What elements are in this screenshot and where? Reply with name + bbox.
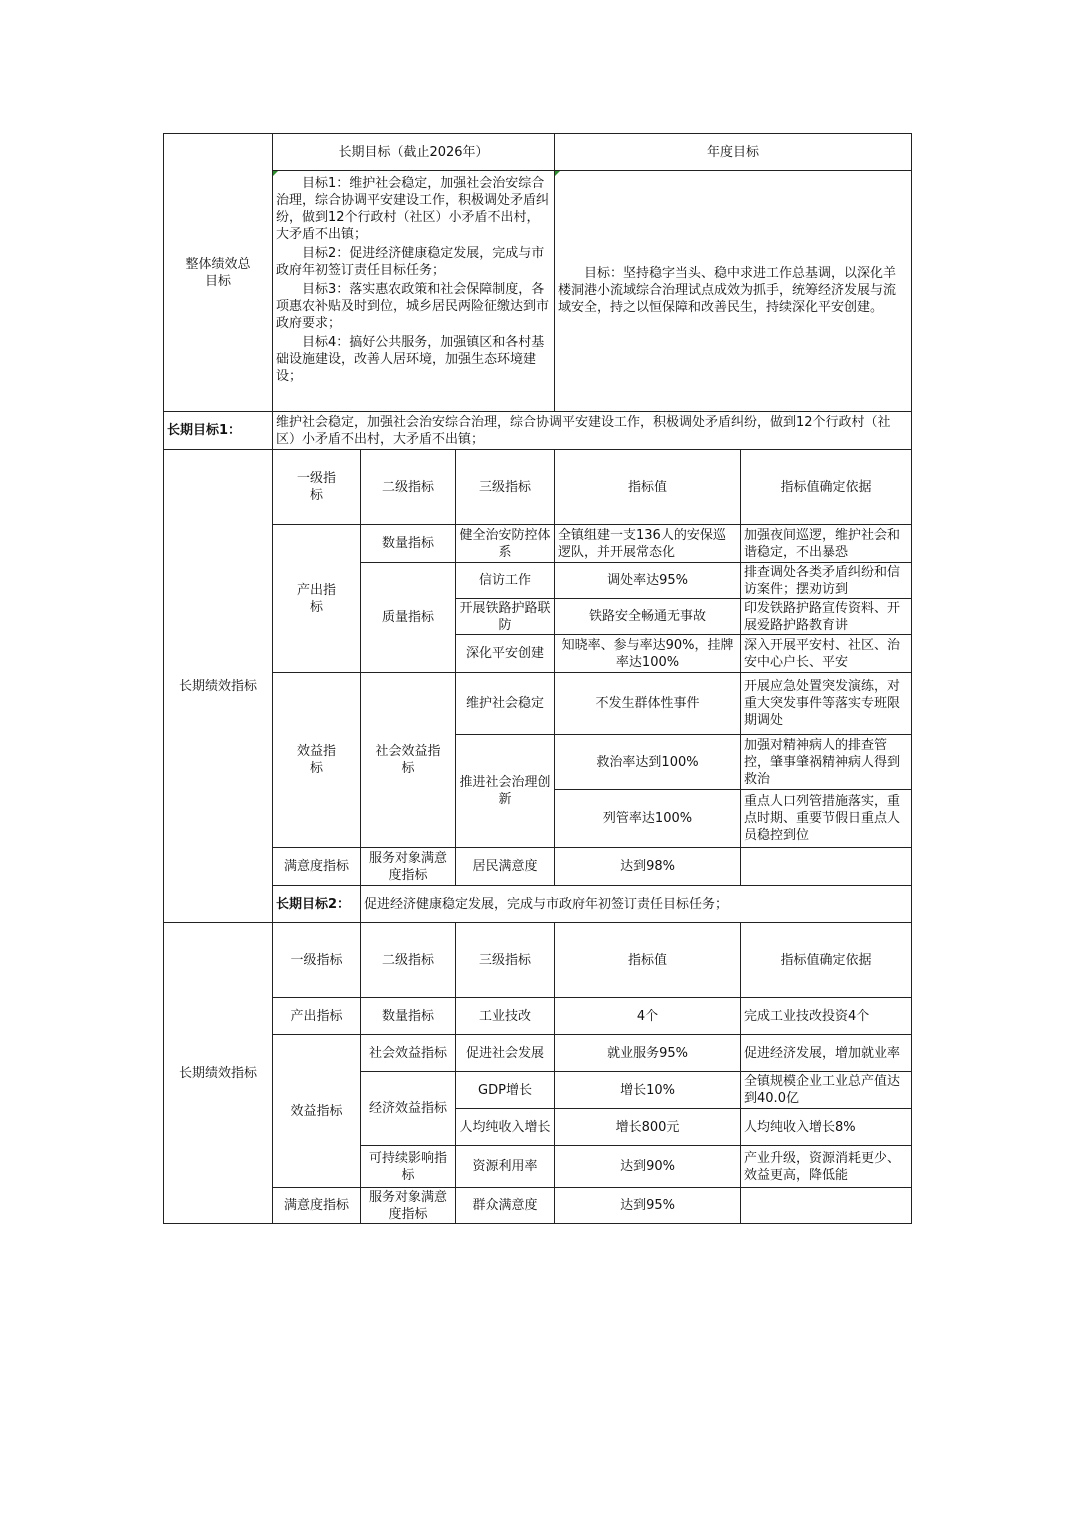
goal2-service-label: 服务对象满意度指标 xyxy=(361,1188,456,1224)
table-row-basis: 产业升级，资源消耗更少、效益更高，降低能 xyxy=(741,1146,912,1188)
goal2-benefit-label: 效益指标 xyxy=(273,1035,361,1188)
table-row-basis: 排查调处各类矛盾纠纷和信访案件；摆劝访到 xyxy=(741,563,912,599)
goal2-sustainable-label: 可持续影响指标 xyxy=(361,1146,456,1188)
long-term-goals-cell xyxy=(273,171,555,412)
annual-goal-cell xyxy=(555,171,912,412)
table-row-value: 达到95% xyxy=(555,1188,741,1224)
table-row-value: 救治率达到100% xyxy=(555,735,741,790)
goal2-section-label: 长期绩效指标 xyxy=(164,923,273,1224)
table-row-basis: 重点人口列管措施落实，重点时期、重要节假日重点人员稳控到位 xyxy=(741,790,912,848)
header-value: 指标值 xyxy=(555,450,741,525)
goal1-quality-label: 质量指标 xyxy=(361,563,456,673)
table-row-value: 4个 xyxy=(555,998,741,1035)
header-level3: 三级指标 xyxy=(456,923,555,998)
table-row-basis: 加强夜间巡逻，维护社会和谐稳定，不出暴恐 xyxy=(741,525,912,563)
performance-goal-table xyxy=(163,133,912,1224)
header-value: 指标值 xyxy=(555,923,741,998)
table-row-value: 知晓率、参与率达90%，挂牌率达100% xyxy=(555,635,741,673)
table-row-value: 全镇组建一支136人的安保巡逻队，并开展常态化 xyxy=(555,525,741,563)
goal1-quantity-label: 数量指标 xyxy=(361,525,456,563)
table-row-value: 就业服务95% xyxy=(555,1035,741,1072)
table-row-l3: 开展铁路护路联防 xyxy=(456,599,555,635)
long-term-goal-1: 目标1：维护社会稳定，加强社会治安综合治理，综合协调平安建设工作，积极调处矛盾纠纷，做到12个行政村（社区）小矛盾不出村，大矛盾不出镇； xyxy=(276,176,550,242)
goal2-label: 长期目标2： xyxy=(273,886,361,923)
table-row-l3: 工业技改 xyxy=(456,998,555,1035)
goal2-output-label: 产出指标 xyxy=(273,998,361,1035)
header-level1: 一级指标 xyxy=(273,923,361,998)
table-row-value: 调处率达95% xyxy=(555,563,741,599)
table-row-l3: GDP增长 xyxy=(456,1072,555,1109)
table-row-l3: 深化平安创建 xyxy=(456,635,555,673)
table-row-basis: 深入开展平安村、社区、治安中心户长、平安 xyxy=(741,635,912,673)
goal2-satisfaction-label: 满意度指标 xyxy=(273,1188,361,1224)
table-row-l3: 健全治安防控体系 xyxy=(456,525,555,563)
table-row-basis: 印发铁路护路宣传资料、开展爱路护路教育讲 xyxy=(741,599,912,635)
table-row-l3: 促进社会发展 xyxy=(456,1035,555,1072)
goal2-text: 促进经济健康稳定发展，完成与市政府年初签订责任目标任务； xyxy=(361,886,912,923)
header-basis: 指标值确定依据 xyxy=(741,450,912,525)
table-row-l3: 推进社会治理创新 xyxy=(456,735,555,848)
table-row-value: 增长800元 xyxy=(555,1109,741,1146)
table-row-l3: 群众满意度 xyxy=(456,1188,555,1224)
table-row-value: 铁路安全畅通无事故 xyxy=(555,599,741,635)
goal2-social-benefit-label: 社会效益指标 xyxy=(361,1035,456,1072)
table-row-l3: 资源利用率 xyxy=(456,1146,555,1188)
table-row-basis xyxy=(741,848,912,886)
goal1-section-label: 长期绩效指标 xyxy=(164,450,273,923)
header-level3: 三级指标 xyxy=(456,450,555,525)
goal1-satisfaction-label: 满意度指标 xyxy=(273,848,361,886)
annual-goal-header: 年度目标 xyxy=(555,134,912,171)
goal2-quantity-label: 数量指标 xyxy=(361,998,456,1035)
long-term-goal-2: 目标2：促进经济健康稳定发展，完成与市政府年初签订责任目标任务； xyxy=(276,246,545,278)
long-term-goal-4: 目标4：搞好公共服务，加强镇区和各村基础设施建设，改善人居环境，加强生态环境建设； xyxy=(276,335,545,384)
goal1-service-label: 服务对象满意度指标 xyxy=(361,848,456,886)
goal1-text: 维护社会稳定，加强社会治安综合治理，综合协调平安建设工作，积极调处矛盾纠纷，做到12个行政村（社区）小矛盾不出村，大矛盾不出镇； xyxy=(273,412,912,450)
table-row-value: 达到90% xyxy=(555,1146,741,1188)
table-row-basis: 开展应急处置突发演练，对重大突发事件等落实专班限期调处 xyxy=(741,673,912,735)
goal1-output-label: 产出指标 xyxy=(273,525,361,673)
table-row-l3: 人均纯收入增长 xyxy=(456,1109,555,1146)
annual-goal-text: 目标：坚持稳字当头、稳中求进工作总基调，以深化羊楼洞港小流域综合治理试点成效为抓手，统筹经济发展与流域安全，持之以恒保障和改善民生，持续深化平安创建。 xyxy=(558,266,897,315)
table-row-value: 达到98% xyxy=(555,848,741,886)
table-row-value: 列管率达100% xyxy=(555,790,741,848)
table-row-l3: 居民满意度 xyxy=(456,848,555,886)
table-row-l3: 维护社会稳定 xyxy=(456,673,555,735)
table-row-value: 增长10% xyxy=(555,1072,741,1109)
goal1-social-benefit-label: 社会效益指标 xyxy=(361,673,456,848)
table-row-basis: 人均纯收入增长8% xyxy=(741,1109,912,1146)
table-row-basis: 全镇规模企业工业总产值达到40.0亿 xyxy=(741,1072,912,1109)
overall-goal-label: 整体绩效总目标 xyxy=(164,134,273,412)
goal1-label: 长期目标1： xyxy=(164,412,273,450)
header-level2: 二级指标 xyxy=(361,450,456,525)
header-basis: 指标值确定依据 xyxy=(741,923,912,998)
goal2-economic-benefit-label: 经济效益指标 xyxy=(361,1072,456,1146)
long-term-goal-3: 目标3：落实惠农政策和社会保障制度，各项惠农补贴及时到位，城乡居民两险征缴达到市政府要求； xyxy=(276,282,550,331)
header-level2: 二级指标 xyxy=(361,923,456,998)
table-row-basis: 促进经济发展，增加就业率 xyxy=(741,1035,912,1072)
table-row-basis: 完成工业技改投资4个 xyxy=(741,998,912,1035)
table-row-value: 不发生群体性事件 xyxy=(555,673,741,735)
header-level1: 一级指标 xyxy=(273,450,361,525)
table-row-basis xyxy=(741,1188,912,1224)
long-term-goal-header: 长期目标（截止2026年） xyxy=(273,134,555,171)
table-row-basis: 加强对精神病人的排查管控，肇事肇祸精神病人得到救治 xyxy=(741,735,912,790)
goal1-benefit-label: 效益指标 xyxy=(273,673,361,848)
table-row-l3: 信访工作 xyxy=(456,563,555,599)
